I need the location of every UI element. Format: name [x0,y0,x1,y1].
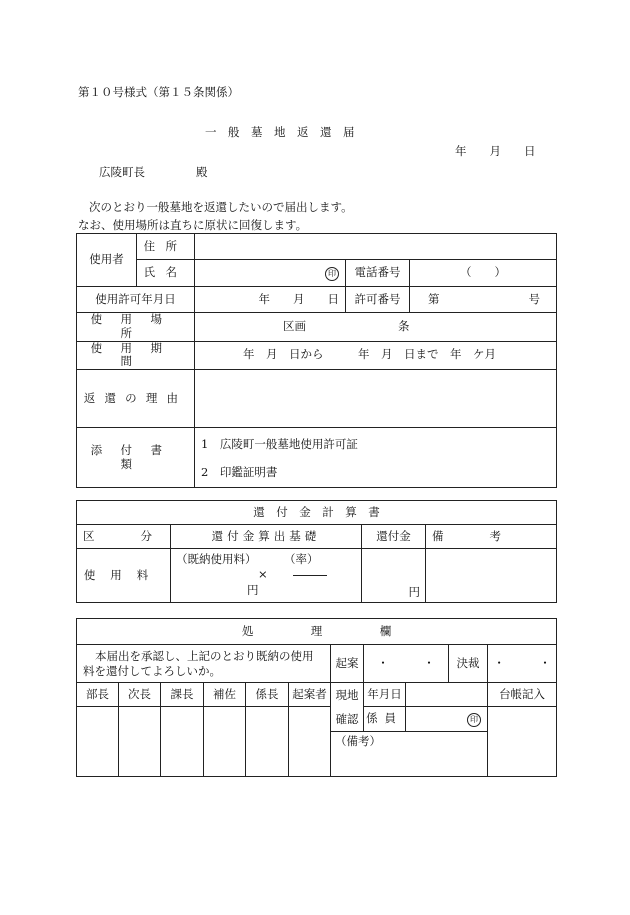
role-unit-chief: 係長 [246,683,289,707]
main-form-table [76,233,557,488]
processing-title: 処 理 欄 [77,619,557,645]
stamp-drafter[interactable] [289,707,331,777]
col-amount: 還付金 [362,525,426,549]
staff-field[interactable] [406,707,488,732]
role-drafter: 起案者 [289,683,331,707]
site-check-label: 現地 確認 [331,683,364,732]
draft-date-field[interactable]: ・ ・ [364,645,449,683]
intro-line-2: なお、使用場所は直ちに原状に回復します。 [78,218,308,232]
phone-field[interactable]: （ ） [410,260,557,287]
col-basis: 還付金算出基礎 [171,525,362,549]
stamp-unit-chief[interactable] [246,707,289,777]
approval-text: 本届出を承認し、上記のとおり既納の使用 料を還付してよろしいか。 [77,645,331,683]
seal-icon: 印 [467,713,481,727]
role-deputy: 次長 [119,683,161,707]
role-section-chief: 課長 [161,683,204,707]
reason-field[interactable] [195,370,557,428]
address-label: 住所 [137,234,195,260]
stamp-deputy[interactable] [119,707,161,777]
amount-field[interactable] [362,549,426,603]
form-number: 第１０号様式（第１５条関係） [78,85,239,99]
addressee: 広陵町長 [99,165,145,179]
user-label: 使用者 [77,234,137,287]
period-field[interactable]: 年 月 日から 年 月 日まで 年 ケ月 [195,341,557,370]
amount-yen: 円 [408,585,420,600]
times-sign: × [258,567,268,581]
reason-label: 返還の理由 [77,370,195,428]
role-assistant: 補佐 [204,683,246,707]
permit-no-field[interactable] [410,287,557,313]
remarks-box[interactable] [331,732,488,777]
stamp-section-chief[interactable] [161,707,204,777]
refund-calc-table [76,500,557,603]
intro-line-1: 次のとおり一般墓地を返還したいので届出します。 [89,200,353,214]
permit-no-prefix: 第 [428,291,440,306]
period-label: 使用期間 [77,341,195,370]
seal-icon: 印 [325,267,339,281]
name-label: 氏名 [137,260,195,287]
name-field[interactable] [195,260,346,287]
permit-no-label: 許可番号 [346,287,410,313]
address-field[interactable] [195,234,557,260]
decision-label: 決裁 [449,645,488,683]
location-label: 使用場所 [77,313,195,342]
stamp-assistant[interactable] [204,707,246,777]
basis-field[interactable] [171,549,362,603]
refund-calc-title: 還 付 金 計 算 書 [77,501,557,525]
ledger-field[interactable] [488,707,557,777]
permit-date-label: 使用許可年月日 [77,287,195,313]
remarks-field[interactable] [426,549,557,603]
processing-table [76,618,557,777]
permit-date-field[interactable]: 年 月 日 [195,287,346,313]
permit-no-suffix: 号 [528,291,541,306]
role-director: 部長 [77,683,119,707]
location-field[interactable]: 区画 条 [195,313,557,342]
attachment-item: 2 印鑑証明書 [201,464,278,479]
phone-label: 電話番号 [346,260,410,287]
col-category: 区 分 [77,525,171,549]
usage-fee-label: 使用料 [77,549,171,603]
remarks-label: （備考） [335,734,381,748]
basis-yen: 円 [247,583,259,597]
rate-label: （率） [284,552,319,566]
honorific: 殿 [196,165,208,179]
fraction-line [293,575,327,576]
ymd-label: 年月日 [364,683,406,707]
staff-label: 係員 [364,707,406,732]
ymd-field[interactable] [406,683,488,707]
paid-fee-label: （既納使用料） [176,552,257,566]
stamp-director[interactable] [77,707,119,777]
attachments-list [195,428,557,488]
col-remarks: 備 考 [426,525,557,549]
ledger-label: 台帳記入 [488,683,557,707]
decision-date-field[interactable]: ・ ・ [488,645,557,683]
submission-date: 年 月 日 [455,144,536,158]
attachments-label: 添付書類 [77,428,195,488]
form-title: 一 般 墓 地 返 還 届 [205,125,355,139]
attachment-item: 1 広陵町一般墓地使用許可証 [201,436,358,451]
draft-label: 起案 [331,645,364,683]
